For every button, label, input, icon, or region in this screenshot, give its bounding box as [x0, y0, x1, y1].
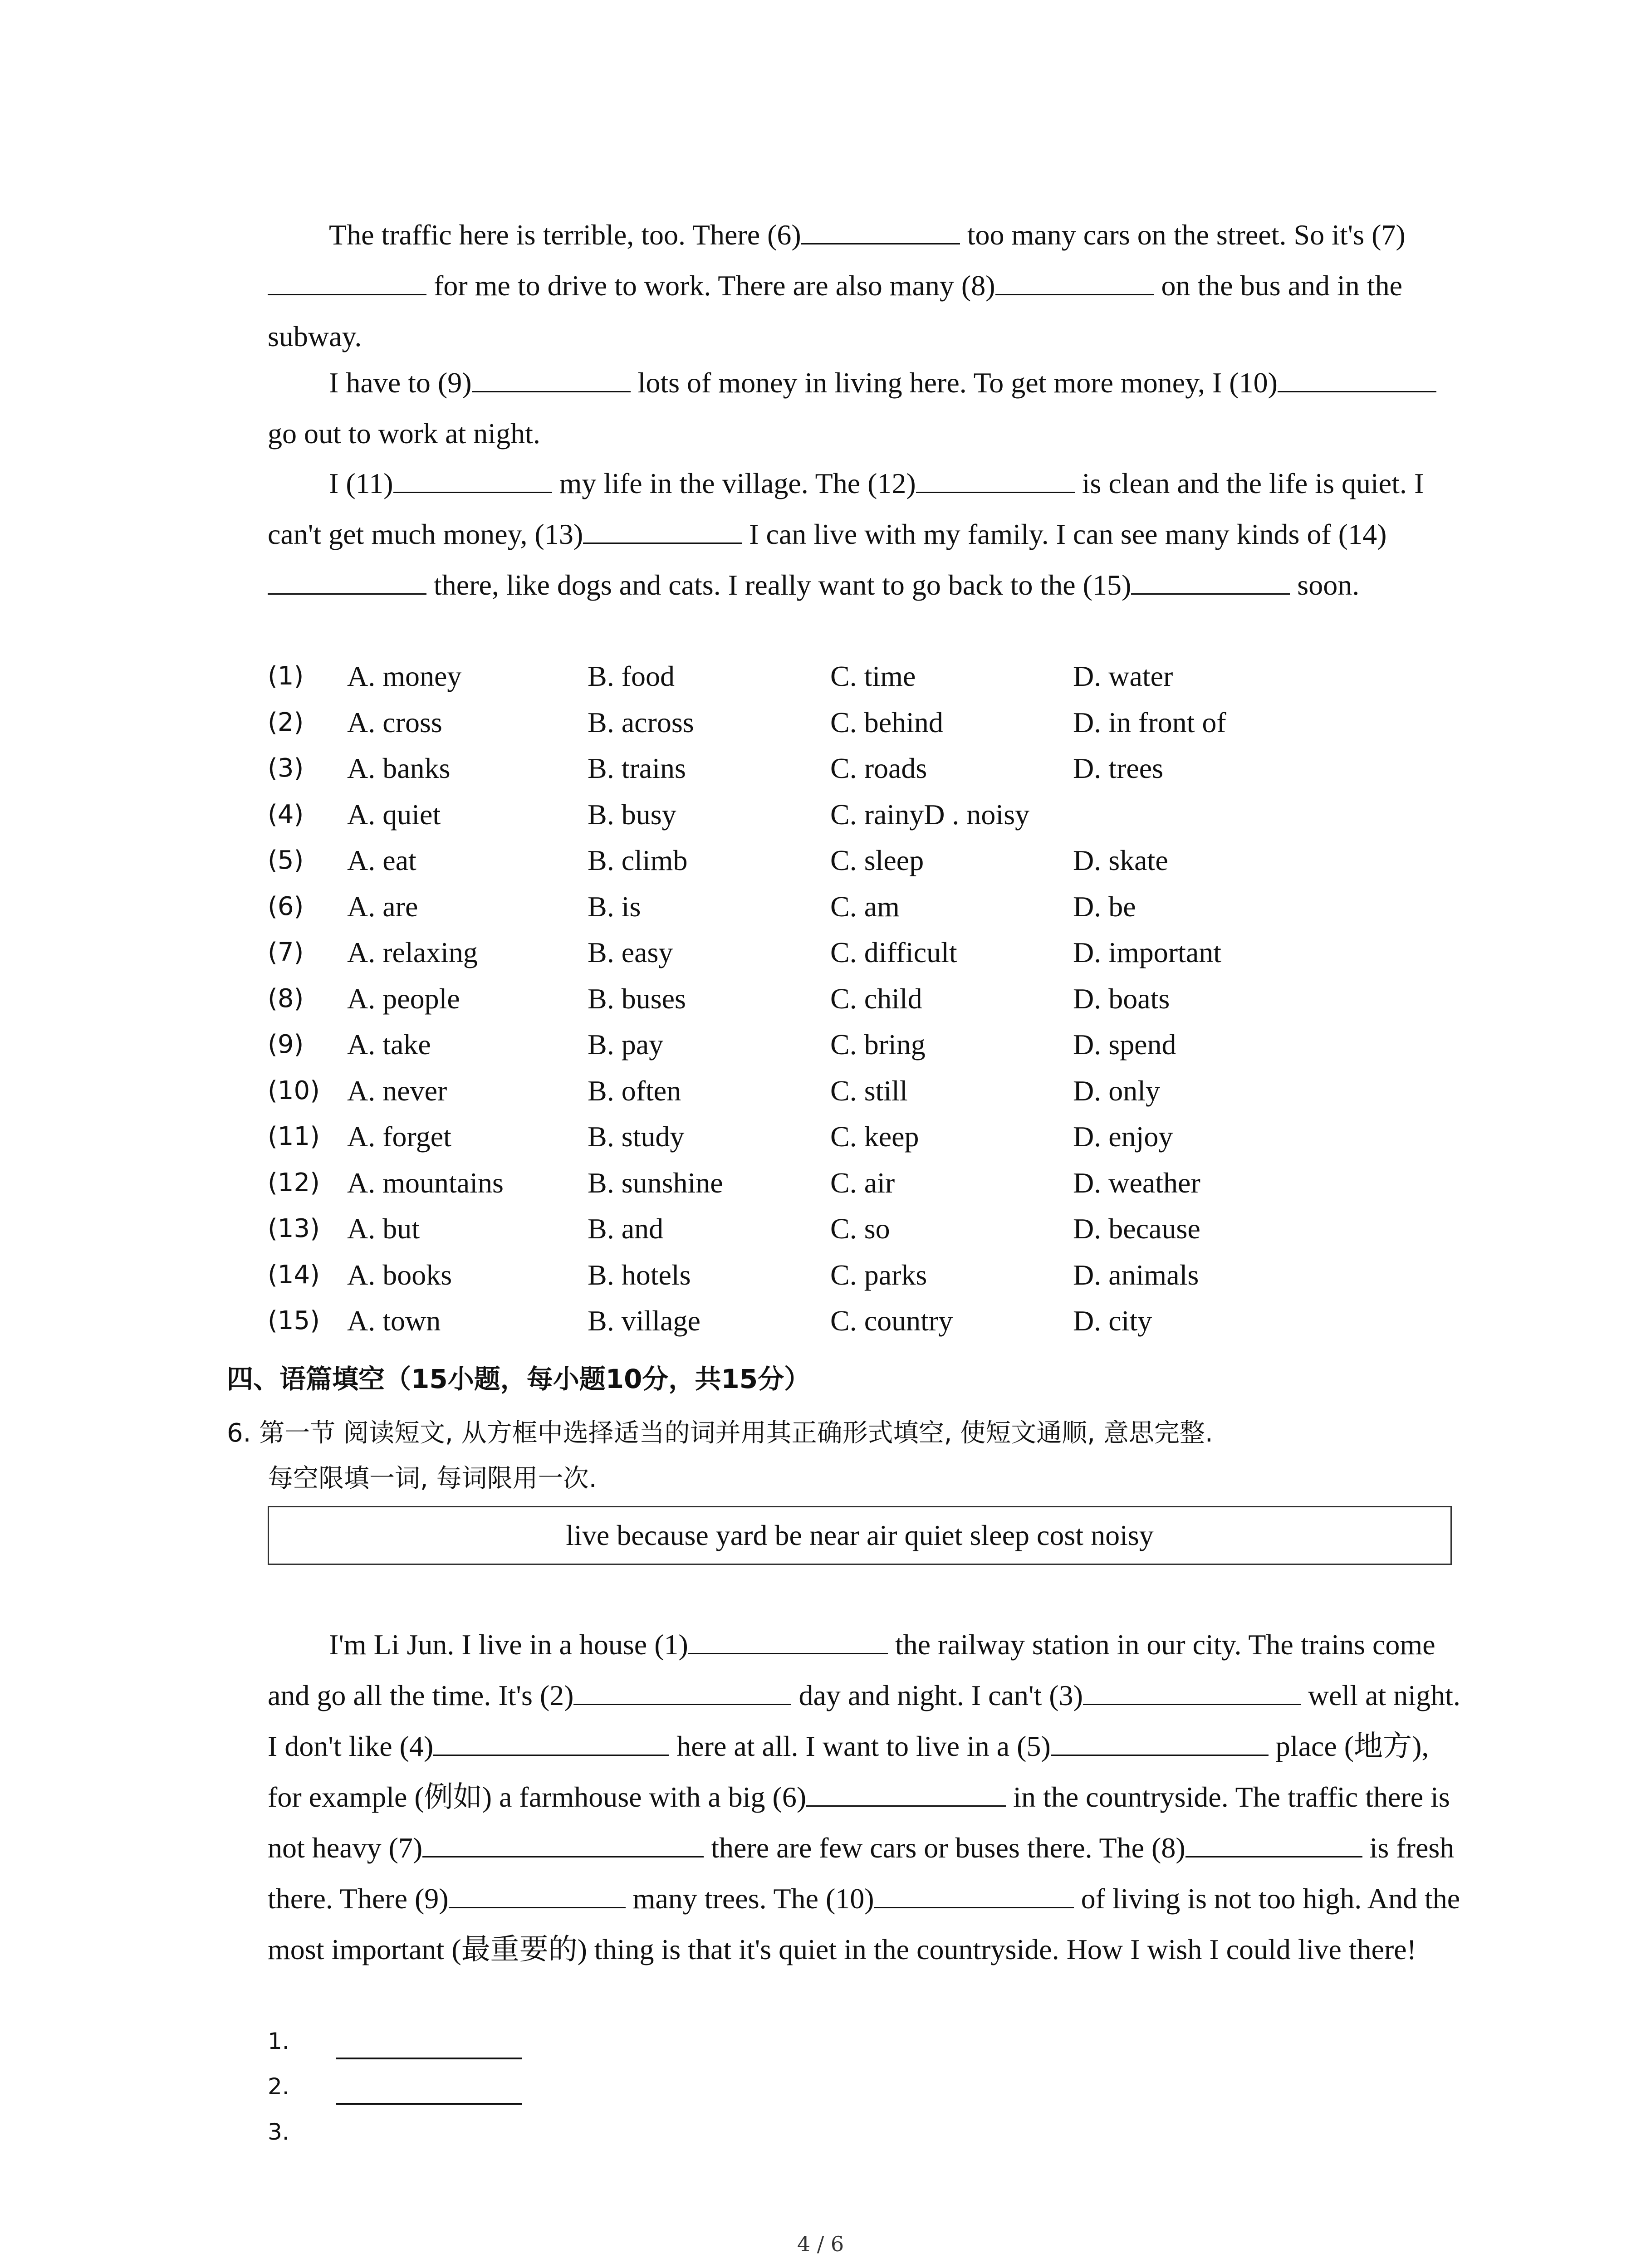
option-c[interactable]: C. keep — [830, 1120, 919, 1153]
option-a[interactable]: A. cross — [347, 706, 442, 738]
question-number: 6. — [227, 1418, 251, 1448]
passage-text: go out to work at night. — [268, 417, 540, 450]
blank-8[interactable] — [1185, 1827, 1362, 1857]
option-row — [268, 1022, 1357, 1068]
option-row — [268, 929, 1357, 976]
passage-text: in the countryside. The traffic there is not heavy (7) — [268, 1781, 1450, 1864]
option-c[interactable]: C. am — [830, 890, 900, 923]
blank-7[interactable] — [268, 265, 426, 295]
option-row — [268, 1114, 1357, 1160]
question-number: (8) — [268, 983, 304, 1013]
option-row — [268, 976, 1357, 1022]
question-number: (1) — [268, 661, 304, 691]
option-row — [268, 1160, 1357, 1206]
option-c[interactable]: C. time — [830, 660, 916, 692]
passage-text: my life in the village. The (12) — [552, 467, 916, 499]
option-b[interactable]: B. buses — [588, 982, 686, 1015]
option-a[interactable]: A. town — [347, 1305, 441, 1337]
answer-number: 1. — [268, 2028, 289, 2054]
blank-12[interactable] — [916, 463, 1075, 493]
blank-7[interactable] — [422, 1827, 704, 1857]
question-number: (5) — [268, 846, 304, 875]
option-b[interactable]: B. across — [588, 706, 694, 738]
blank-10[interactable] — [874, 1878, 1074, 1908]
option-d[interactable]: D. enjoy — [1073, 1120, 1173, 1153]
option-row — [268, 884, 1357, 930]
option-c[interactable]: C. country — [830, 1305, 953, 1337]
answer-number: 3. — [268, 2119, 289, 2145]
passage-text: there are few cars or buses there. The (8) — [704, 1832, 1185, 1864]
blank-13[interactable] — [583, 513, 742, 544]
passage-text: too many cars on the street. So it's (7) — [960, 219, 1406, 251]
option-a[interactable]: A. take — [347, 1028, 431, 1061]
blank-14[interactable] — [268, 564, 426, 595]
question-instructions — [227, 1411, 1461, 1501]
option-c[interactable]: C. so — [830, 1212, 890, 1245]
option-c[interactable]: C. parks — [830, 1258, 927, 1291]
passage1-paragraph-2 — [268, 357, 1461, 459]
instruction-line-1: 第一节 阅读短文, 从方框中选择适当的词并用其正确形式填空, 使短文通顺, 意思完整. — [259, 1418, 1213, 1448]
option-a[interactable]: A. but — [347, 1212, 420, 1245]
option-a[interactable]: A. are — [347, 890, 418, 923]
question-number: (10) — [268, 1075, 320, 1105]
answer-list — [268, 2019, 289, 2155]
passage1-paragraph-3 — [268, 458, 1461, 611]
answer-row — [268, 2019, 289, 2064]
passage-text: I (11) — [329, 467, 393, 499]
passage2-paragraph — [268, 1619, 1461, 1975]
option-d[interactable]: D. city — [1073, 1305, 1152, 1337]
option-a[interactable]: A. quiet — [347, 798, 441, 831]
options-list — [268, 653, 1357, 1344]
option-row — [268, 1068, 1357, 1114]
passage-text: place (地方), for example (例如) a farmhouse with a big (6) — [268, 1730, 1429, 1813]
option-row — [268, 699, 1357, 746]
option-d[interactable]: D. skate — [1073, 844, 1168, 876]
answer-row — [268, 2109, 289, 2155]
section-heading: 四、语篇填空（15小题，每小题10分，共15分） — [227, 1364, 811, 1394]
option-b[interactable]: B. village — [588, 1305, 700, 1337]
option-d[interactable]: D. animals — [1073, 1258, 1199, 1291]
question-number: (14) — [268, 1260, 320, 1290]
question-number: (13) — [268, 1214, 320, 1243]
blank-2[interactable] — [573, 1675, 791, 1705]
question-number: (4) — [268, 799, 304, 829]
option-c[interactable]: C. child — [830, 982, 922, 1015]
passage-text: I'm Li Jun. I live in a house (1) — [329, 1628, 688, 1661]
option-row — [268, 1298, 1357, 1344]
option-a[interactable]: A. relaxing — [347, 936, 478, 968]
passage-text: The traffic here is terrible, too. There (6) — [329, 219, 801, 251]
word-box: live because yard be near air quiet sleep cost noisy — [268, 1506, 1452, 1565]
question-number: (6) — [268, 891, 304, 921]
option-d[interactable]: D. spend — [1073, 1028, 1176, 1061]
passage-text: day and night. I can't (3) — [791, 1679, 1083, 1711]
option-d[interactable]: D. trees — [1073, 752, 1164, 784]
option-c[interactable]: C. sleep — [830, 844, 924, 876]
option-b[interactable]: B. often — [588, 1074, 681, 1107]
question-number: (3) — [268, 753, 304, 783]
option-a[interactable]: A. forget — [347, 1120, 451, 1153]
passage-text: soon. — [1290, 569, 1360, 601]
option-c[interactable]: C. rainyD . noisy — [830, 798, 1030, 831]
answer-number: 2. — [268, 2073, 289, 2100]
question-number: (12) — [268, 1168, 320, 1198]
option-b[interactable]: B. trains — [588, 752, 686, 784]
option-b[interactable]: B. hotels — [588, 1258, 691, 1291]
option-d[interactable]: D. because — [1073, 1212, 1200, 1245]
option-c[interactable]: C. difficult — [830, 936, 957, 968]
passage1-paragraph-1 — [268, 210, 1461, 362]
option-b[interactable]: B. is — [588, 890, 641, 923]
blank-1[interactable] — [688, 1624, 888, 1654]
passage-text: lots of money in living here. To get more money, I (10) — [630, 367, 1278, 399]
option-c[interactable]: C. air — [830, 1166, 895, 1199]
option-d[interactable]: D. boats — [1073, 982, 1170, 1015]
option-d[interactable]: D. only — [1073, 1074, 1160, 1107]
blank-6[interactable] — [801, 214, 960, 244]
passage-text: the railway station in our city. The trains come and go all the time. It's (2) — [268, 1628, 1435, 1711]
option-d[interactable]: D. important — [1073, 936, 1222, 968]
option-b[interactable]: B. easy — [588, 936, 673, 968]
blank-11[interactable] — [393, 463, 552, 493]
blank-5[interactable] — [1051, 1725, 1269, 1756]
option-b[interactable]: B. climb — [588, 844, 688, 876]
option-row — [268, 653, 1357, 699]
option-row — [268, 745, 1357, 792]
option-a[interactable]: A. people — [347, 982, 460, 1015]
option-d[interactable]: D. water — [1073, 660, 1173, 692]
blank-3[interactable] — [1083, 1675, 1301, 1705]
option-b[interactable]: B. food — [588, 660, 675, 692]
option-row — [268, 837, 1357, 884]
option-d[interactable]: D. weather — [1073, 1166, 1200, 1199]
passage-text: on the bus and in the subway. — [268, 269, 1402, 352]
question-number: (9) — [268, 1030, 304, 1059]
option-d[interactable]: D. in front of — [1073, 706, 1226, 738]
option-b[interactable]: B. busy — [588, 798, 676, 831]
question-number: (11) — [268, 1122, 320, 1151]
answer-line[interactable] — [336, 2058, 522, 2059]
blank-15[interactable] — [1131, 564, 1290, 595]
passage-text: here at all. I want to live in a (5) — [669, 1730, 1051, 1762]
option-a[interactable]: A. eat — [347, 844, 416, 876]
question-number: (15) — [268, 1306, 320, 1335]
blank-9[interactable] — [472, 362, 631, 392]
passage-text: many trees. The (10) — [625, 1882, 874, 1915]
question-number: (2) — [268, 707, 304, 737]
passage-text: for me to drive to work. There are also many (8) — [426, 269, 995, 302]
instruction-line-2: 每空限填一词, 每词限用一次. — [268, 1464, 597, 1493]
blank-9[interactable] — [449, 1878, 626, 1908]
option-c[interactable]: C. bring — [830, 1028, 926, 1061]
answer-line[interactable] — [336, 2103, 522, 2105]
passage-text: of living is not too high. And the most important (最重要的) thing is that it's quiet in the countryside. How I wish I could live there! — [268, 1882, 1460, 1965]
option-a[interactable]: A. money — [347, 660, 462, 692]
passage-text: I have to (9) — [329, 367, 472, 399]
option-b[interactable]: B. sunshine — [588, 1166, 723, 1199]
blank-10[interactable] — [1278, 362, 1436, 392]
option-c[interactable]: C. roads — [830, 752, 927, 784]
passage-text: I can live with my family. I can see many kinds of (14) — [742, 518, 1387, 550]
option-b[interactable]: B. study — [588, 1120, 685, 1153]
option-a[interactable]: A. mountains — [347, 1166, 504, 1199]
option-b[interactable]: B. and — [588, 1212, 664, 1245]
option-row — [268, 1252, 1357, 1298]
option-d[interactable]: D. be — [1073, 890, 1136, 923]
blank-6[interactable] — [806, 1776, 1006, 1807]
passage-text: is fresh there. There (9) — [268, 1832, 1455, 1915]
option-row — [268, 1206, 1357, 1252]
passage-text: there, like dogs and cats. I really want to go back to the (15) — [426, 569, 1132, 601]
option-row — [268, 792, 1357, 838]
page-number: 4 / 6 — [797, 2232, 844, 2256]
passage-text: well at night. I don't like (4) — [268, 1679, 1460, 1762]
option-a[interactable]: A. never — [347, 1074, 447, 1107]
option-a[interactable]: A. banks — [347, 752, 451, 784]
answer-row — [268, 2064, 289, 2109]
passage-text: is clean and the life is quiet. I can't get much money, (13) — [268, 467, 1424, 550]
question-number: (7) — [268, 938, 304, 967]
option-c[interactable]: C. still — [830, 1074, 908, 1107]
option-a[interactable]: A. books — [347, 1258, 452, 1291]
option-c[interactable]: C. behind — [830, 706, 943, 738]
blank-8[interactable] — [995, 265, 1154, 295]
option-b[interactable]: B. pay — [588, 1028, 664, 1061]
blank-4[interactable] — [433, 1725, 669, 1756]
